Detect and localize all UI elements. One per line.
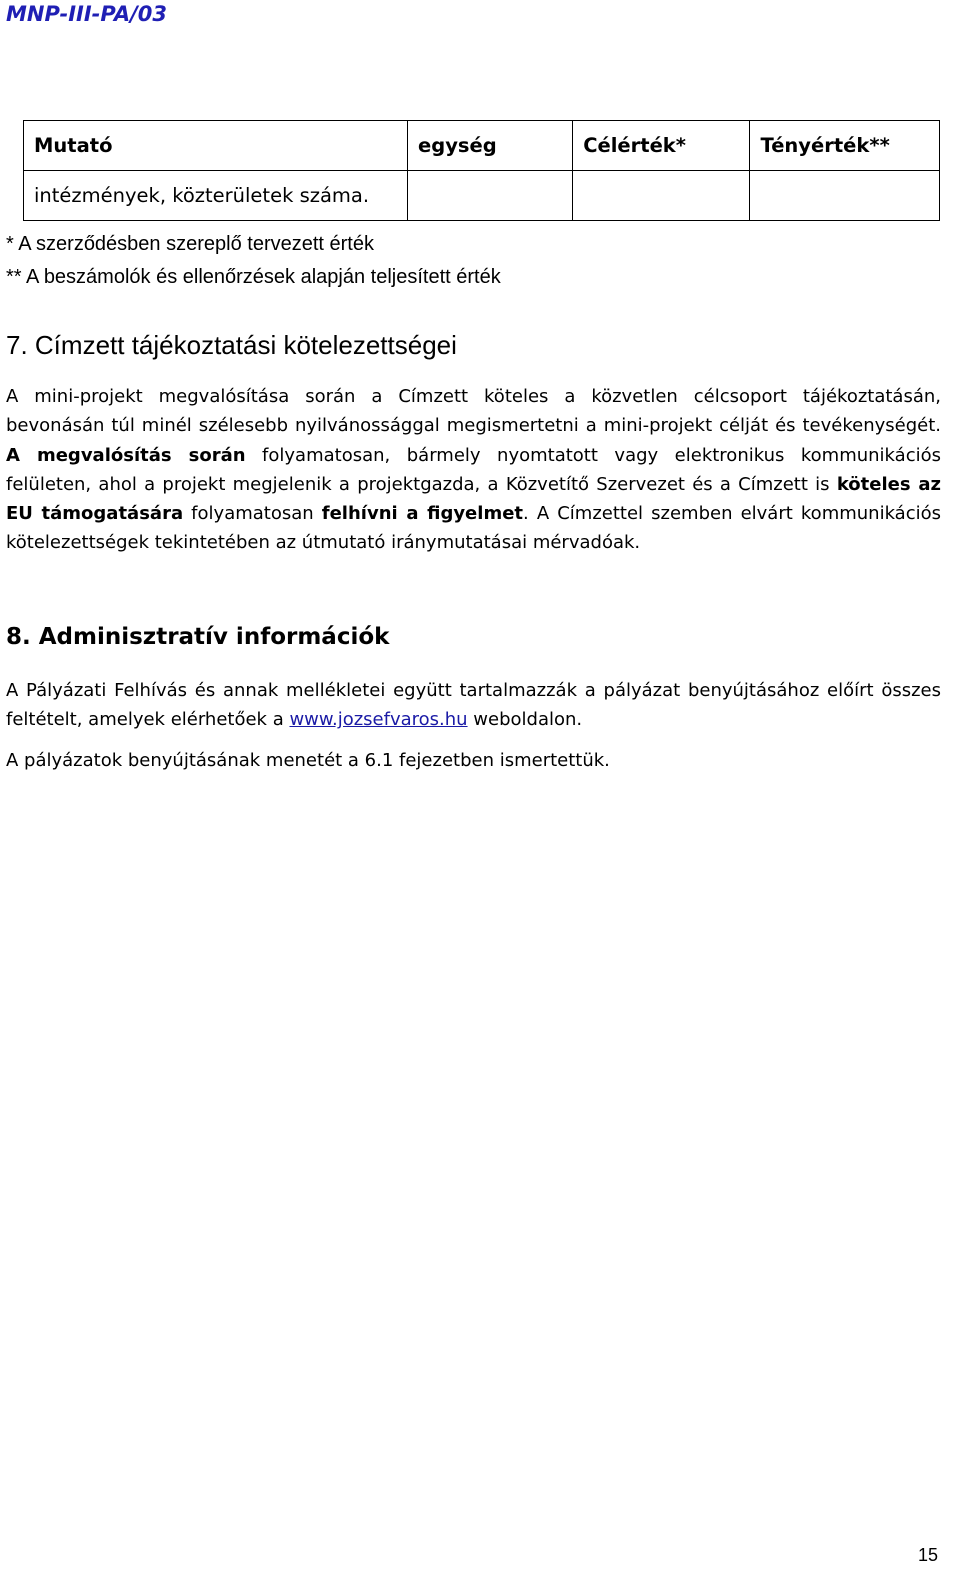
section-8-paragraph-2: A pályázatok benyújtásának menetét a 6.1 fejezetben ismertettük. <box>6 750 610 771</box>
section-7-text-part-2: folyamatosan, bármely nyomtatott vagy elektronikus kommunikációs felületen, ahol a projekt megjelenik a projektgazda, a Közvetítő Szervezet és a Címzett is <box>6 444 941 495</box>
page-number: 15 <box>917 1545 938 1565</box>
section-7-heading: 7. Címzett tájékoztatási kötelezettségei <box>6 330 457 360</box>
table-row <box>24 171 940 221</box>
section-8-paragraph-1 <box>6 676 941 735</box>
section-7-text-part-4: . A Címzettel szemben elvárt kommunikációs kötelezettségek tekintetében az útmutató iránymutatásai mérvadóak. <box>6 503 941 554</box>
section-8-text-after-link: weboldalon. <box>467 709 583 731</box>
section-7-text-part-3: folyamatosan <box>183 503 322 525</box>
footnote-target-value: * A szerződésben szereplő tervezett érték <box>6 233 374 255</box>
column-header-target: Célérték* <box>573 121 750 171</box>
column-header-unit: egység <box>408 121 573 171</box>
footnote-actual-value: ** A beszámolók és ellenőrzések alapján teljesített érték <box>6 266 501 288</box>
indicator-table <box>23 120 940 221</box>
section-8-text-before-link: A Pályázati Felhívás és annak mellékletei együtt tartalmazzák a pályázat benyújtásához előírt összes feltételt, amelyek elérhetőek a <box>6 680 941 731</box>
section-7-bold-eu-support: köteles az EU támogatására <box>6 473 941 525</box>
section-7-paragraph <box>6 382 941 558</box>
section-8-heading: 8. Adminisztratív információk <box>6 624 390 650</box>
table-header-row <box>24 121 940 171</box>
section-7-text-part-1: A mini-projekt megvalósítása során a Címzett köteles a közvetlen célcsoport tájékoztatásán, bevonásán túl minél szélesebb nyilvánossággal megismertetni a mini-projekt célját és tevékenységét. <box>6 386 941 437</box>
table-cell-actual <box>750 171 940 221</box>
table-cell-unit <box>408 171 573 221</box>
document-code: MNP-III-PA/03 <box>6 2 167 26</box>
column-header-actual: Tényérték** <box>750 121 940 171</box>
column-header-indicator: Mutató <box>24 121 408 171</box>
section-7-bold-draw-attention: felhívni a figyelmet <box>321 503 524 525</box>
table-cell-indicator: intézmények, közterületek száma. <box>24 171 408 221</box>
section-7-bold-during-implementation: A megvalósítás során <box>6 444 246 466</box>
website-link[interactable]: www.jozsefvaros.hu <box>289 709 468 731</box>
table-cell-target <box>573 171 750 221</box>
